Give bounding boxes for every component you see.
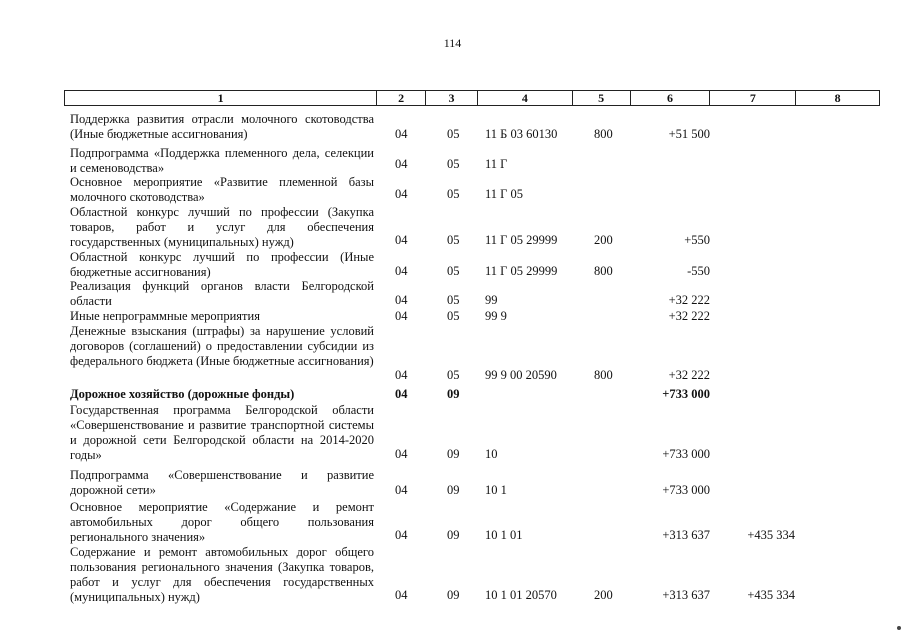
row-target-article: 99 9 00 20590 <box>485 368 557 382</box>
row-description: Областной конкурс лучший по профессии (Иные бюджетные ассигнования) <box>70 250 374 279</box>
row-section: 04 <box>395 528 408 542</box>
row-description: Областной конкурс лучший по профессии (Закупка товаров, работ и услуг для обеспечения государственных (муниципальных) нужд) <box>70 205 374 249</box>
row-description: Основное мероприятие «Содержание и ремонт автомобильных дорог общего пользования регионального значения» <box>70 500 374 544</box>
row-subsection: 09 <box>447 528 460 542</box>
row-amount-2: +435 334 <box>747 588 795 602</box>
row-amount-1: +32 222 <box>668 368 710 382</box>
row-subsection: 09 <box>447 483 460 497</box>
row-target-article: 11 Г 05 29999 <box>485 264 558 278</box>
row-target-article: 10 1 01 <box>485 528 523 542</box>
row-description: Иные непрограммные мероприятия <box>70 309 260 323</box>
row-amount-1: +733 000 <box>662 387 710 401</box>
row-subsection: 05 <box>447 293 460 307</box>
row-target-article: 10 1 <box>485 483 507 497</box>
row-description: Подпрограмма «Совершенствование и развитие дорожной сети» <box>70 468 374 497</box>
row-section: 04 <box>395 483 408 497</box>
row-subsection: 05 <box>447 264 460 278</box>
row-target-article: 99 <box>485 293 498 307</box>
row-section: 04 <box>395 368 408 382</box>
row-target-article: 10 <box>485 447 498 461</box>
row-section: 04 <box>395 293 408 307</box>
row-expense-type: 200 <box>594 233 613 247</box>
row-target-article: 11 Г <box>485 157 508 171</box>
page-number: 114 <box>443 36 462 50</box>
row-expense-type: 800 <box>594 127 613 141</box>
row-section: 04 <box>395 447 408 461</box>
header-col-2: 2 <box>377 91 426 105</box>
row-section: 04 <box>395 588 408 602</box>
row-description: Поддержка развития отрасли молочного скотоводства (Иные бюджетные ассигнования) <box>70 112 374 141</box>
row-subsection: 09 <box>447 588 460 602</box>
row-description: Государственная программа Белгородской области «Совершенствование и развитие транспортной системы и дорожной сети Белгородской области на 2014-2020 годы» <box>70 403 374 462</box>
row-description: Основное мероприятие «Развитие племенной базы молочного скотоводства» <box>70 175 374 204</box>
row-section: 04 <box>395 309 408 323</box>
row-subsection: 05 <box>447 309 460 323</box>
header-col-6: 6 <box>631 91 711 105</box>
row-description: Дорожное хозяйство (дорожные фонды) <box>70 387 295 401</box>
row-amount-1: -550 <box>687 264 710 278</box>
header-col-3: 3 <box>426 91 478 105</box>
header-col-8: 8 <box>834 91 841 105</box>
row-target-article: 99 9 <box>485 309 507 323</box>
header-col-5: 5 <box>573 91 631 105</box>
row-target-article: 10 1 01 20570 <box>485 588 557 602</box>
row-section: 04 <box>395 127 408 141</box>
row-description: Денежные взыскания (штрафы) за нарушение условий договоров (соглашений) о предоставлении субсидии из федерального бюджета (Иные бюджетные ассигнования) <box>70 324 374 368</box>
row-amount-1: +32 222 <box>668 293 710 307</box>
row-description: Содержание и ремонт автомобильных дорог общего пользования регионального значения (Закупка товаров, работ и услуг для обеспечения государственных (муниципальных) нужд) <box>70 545 374 604</box>
row-section: 04 <box>395 187 408 201</box>
row-subsection: 05 <box>447 127 460 141</box>
row-amount-1: +32 222 <box>668 309 710 323</box>
row-target-article: 11 Г 05 <box>485 187 524 201</box>
row-section: 04 <box>395 387 408 401</box>
row-amount-1: +733 000 <box>662 483 710 497</box>
header-col-1: 1 <box>65 91 377 105</box>
row-section: 04 <box>395 157 408 171</box>
row-description: Подпрограмма «Поддержка племенного дела, селекции и семеноводства» <box>70 146 374 175</box>
row-subsection: 09 <box>447 387 460 401</box>
row-section: 04 <box>395 233 408 247</box>
row-subsection: 05 <box>447 233 460 247</box>
row-subsection: 05 <box>447 368 460 382</box>
row-amount-1: +313 637 <box>662 588 710 602</box>
row-subsection: 09 <box>447 447 460 461</box>
row-section: 04 <box>395 264 408 278</box>
header-col-7: 7 <box>710 91 796 105</box>
row-amount-1: +550 <box>684 233 710 247</box>
row-subsection: 05 <box>447 187 460 201</box>
header-col-4: 4 <box>478 91 573 105</box>
row-subsection: 05 <box>447 157 460 171</box>
scan-speck <box>897 626 901 630</box>
row-target-article: 11 Г 05 29999 <box>485 233 558 247</box>
row-target-article: 11 Б 03 60130 <box>485 127 558 141</box>
row-amount-1: +51 500 <box>668 127 710 141</box>
row-description: Реализация функций органов власти Белгородской области <box>70 279 374 308</box>
row-amount-1: +313 637 <box>662 528 710 542</box>
row-amount-1: +733 000 <box>662 447 710 461</box>
row-expense-type: 800 <box>594 368 613 382</box>
row-expense-type: 200 <box>594 588 613 602</box>
row-expense-type: 800 <box>594 264 613 278</box>
row-amount-2: +435 334 <box>747 528 795 542</box>
